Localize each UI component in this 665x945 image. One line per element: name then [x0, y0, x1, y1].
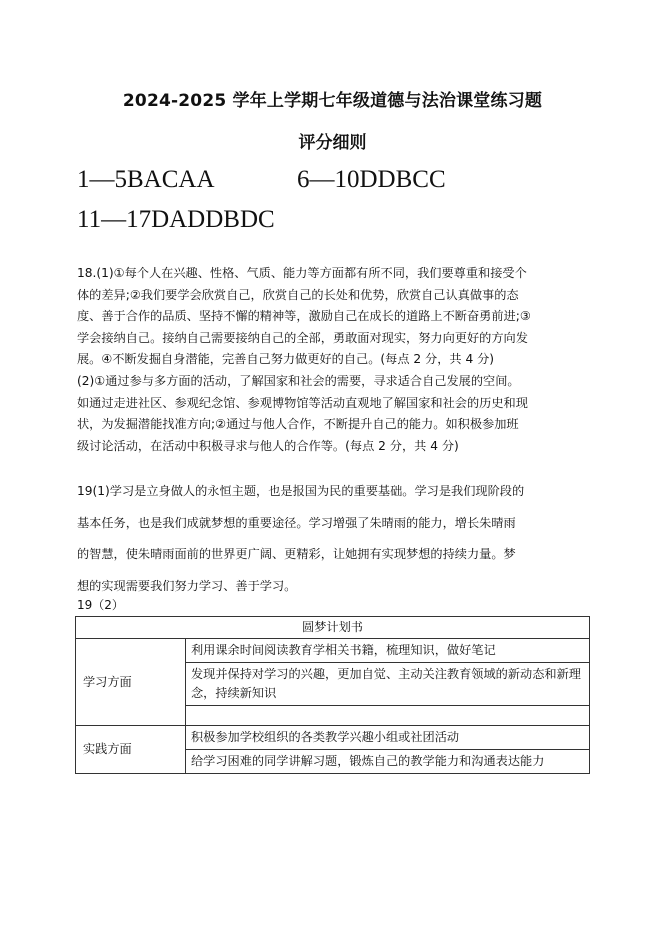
study-item-empty: [186, 706, 590, 726]
q19-line: 19(1)学习是立身做人的永恒主题，也是报国为民的重要基础。学习是我们现阶段的: [77, 484, 525, 498]
study-category-label: 学习方面: [76, 639, 186, 726]
q18-line: 如通过走进社区、参观纪念馆、参观博物馆等活动直观地了解国家和社会的历史和现: [77, 395, 528, 410]
table-header: 圆梦计划书: [76, 617, 590, 639]
q19-line: 基本任务，也是我们成就梦想的重要途径。学习增强了朱晴雨的能力，增长朱晴雨: [77, 515, 516, 530]
question-19-part2-label: 19（2）: [77, 598, 124, 612]
q19-line: 的智慧，使朱晴雨面前的世界更广阔、更精彩，让她拥有实现梦想的持续力量。梦: [77, 547, 516, 561]
document-title: 2024-2025 学年上学期七年级道德与法治课堂练习题: [122, 91, 543, 111]
practice-item: 积极参加学校组织的各类教学兴趣小组或社团活动: [186, 726, 590, 750]
q18-line: 度、善于合作的品质、坚持不懈的精神等，激励自己在成长的道路上不断奋勇前进;③: [77, 309, 531, 324]
table-header-row: [76, 617, 590, 639]
question-18-answer: [77, 263, 595, 457]
q18-line: 级讨论活动，在活动中积极寻求与他人的合作等。(每点 2 分，共 4 分): [77, 438, 459, 453]
question-19-part1-answer: [77, 476, 595, 602]
q18-line: 学会接纳自己。接纳自己需要接纳自己的全部，勇敢面对现实，努力向更好的方向发: [77, 330, 528, 345]
table-row: [76, 726, 590, 750]
q18-line: 18.(1)①每个人在兴趣、性格、气质、能力等方面都有所不同，我们要尊重和接受个: [77, 266, 527, 280]
practice-category-label: 实践方面: [76, 726, 186, 774]
q18-line: 展。④不断发掘自身潜能，完善自己努力做更好的自己。(每点 2 分，共 4 分): [77, 352, 495, 367]
answer-row1-part2: 6—10DDBCC: [297, 166, 446, 193]
practice-item: 给学习困难的同学讲解习题，锻炼自己的教学能力和沟通表达能力: [186, 750, 590, 774]
table-row: [76, 639, 590, 663]
dream-plan-table: [75, 616, 590, 774]
q19-line: 想的实现需要我们努力学习、善于学习。: [77, 578, 297, 593]
q18-line: (2)①通过参与多方面的活动，了解国家和社会的需要，寻求适合自己发展的空间。: [77, 373, 520, 388]
study-item: 发现并保持对学习的兴趣，更加自觉、主动关注教育领域的新动态和新理念，持续新知识: [186, 663, 590, 706]
study-item: 利用课余时间阅读教育学相关书籍，梳理知识，做好笔记: [186, 639, 590, 663]
q18-line: 状，为发掘潜能找准方向;②通过与他人合作，不断提升自己的能力。如积极参加班: [77, 417, 519, 432]
q18-line: 体的差异;②我们要学会欣赏自己，欣赏自己的长处和优势，欣赏自己认真做事的态: [77, 287, 519, 302]
document-subtitle: 评分细则: [298, 133, 367, 153]
answer-row1-part1: 1—5BACAA: [77, 166, 215, 193]
answer-row2: 11—17DADDBDC: [77, 206, 275, 233]
